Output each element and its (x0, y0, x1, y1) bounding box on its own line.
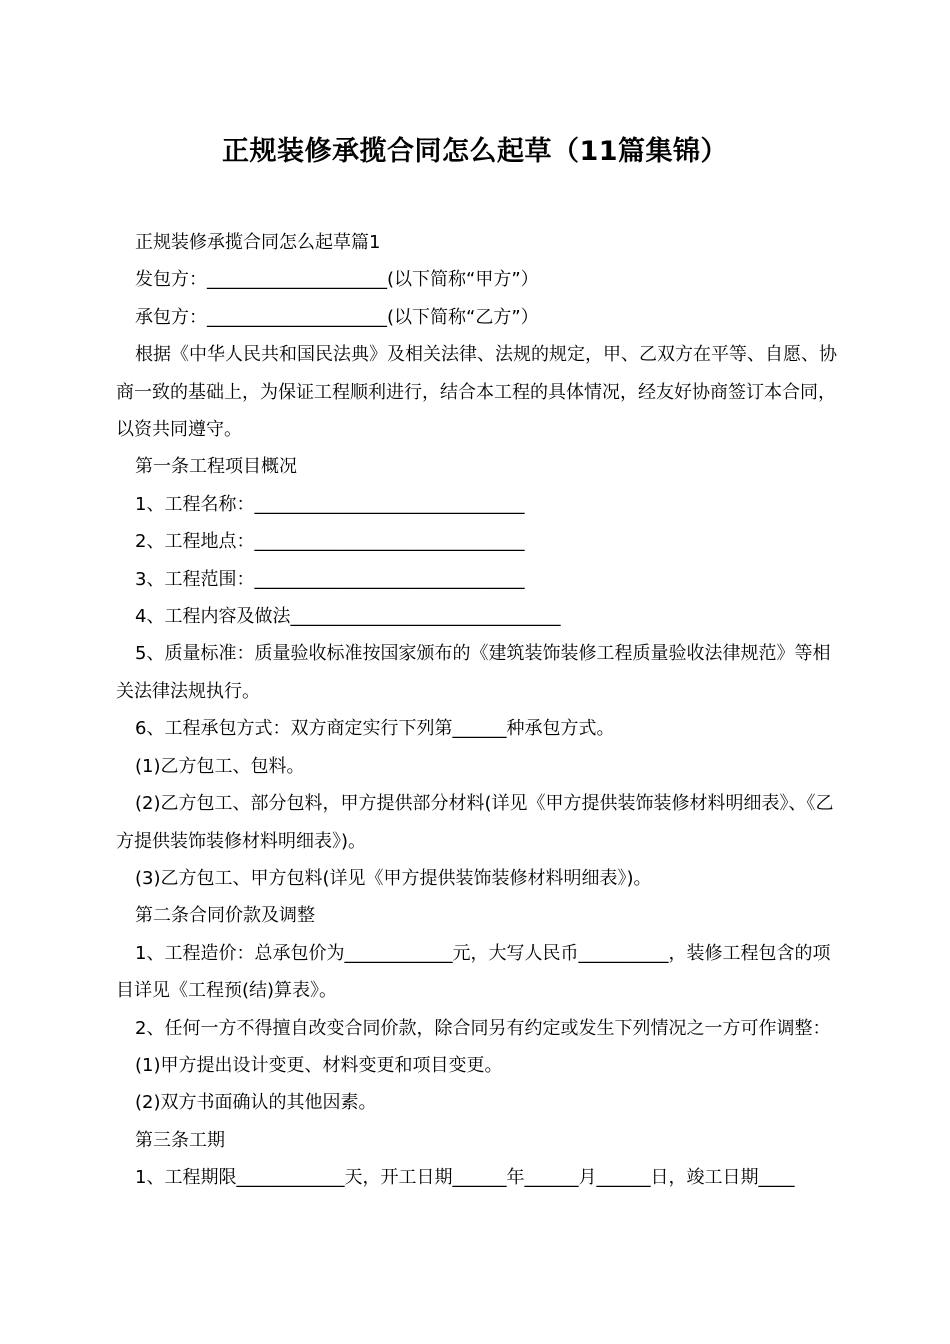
clause-item: 1、工程造价：总承包价为____________元，大写人民币__________，装修工程包含的项目详见《工程预(结)算表》。 (116, 942, 831, 1002)
sub-clause-item: (2)乙方包工、部分包料，甲方提供部分材料(详见《甲方提供装饰装修材料明细表》、《乙方提供装饰装修材料明细表》)。 (116, 793, 834, 852)
section-heading: 正规装修承揽合同怎么起草篇1 (135, 232, 381, 253)
sub-clause-item: (1)乙方包工、包料。 (135, 755, 305, 777)
article-heading: 第一条工程项目概况 (135, 456, 297, 478)
clause-item: 1、工程名称：______________________________ (135, 493, 525, 515)
clause-item: 4、工程内容及做法______________________________ (135, 606, 561, 628)
document-body (116, 224, 838, 1197)
party-b-line: 承包方：____________________(以下简称“乙方”） (135, 306, 539, 328)
clause-item: 6、工程承包方式：双方商定实行下列第______种承包方式。 (135, 718, 615, 740)
article-heading: 第三条工期 (135, 1129, 225, 1151)
sub-clause-item: (3)乙方包工、甲方包料(详见《甲方提供装饰装修材料明细表》)。 (135, 867, 652, 889)
clause-item: 1、工程期限____________天，开工日期______年______月______日，竣工日期____ (135, 1167, 795, 1189)
clause-item: 3、工程范围：______________________________ (135, 568, 525, 590)
party-a-line: 发包方：____________________(以下简称“甲方”） (135, 269, 539, 291)
document-title: 正规装修承揽合同怎么起草（11篇集锦） (221, 136, 729, 167)
article-heading: 第二条合同价款及调整 (135, 905, 315, 927)
clause-item: 2、任何一方不得擅自改变合同价款，除合同另有约定或发生下列情况之一方可作调整： (135, 1017, 831, 1039)
preamble-paragraph: 根据《中华人民共和国民法典》及相关法律、法规的规定，甲、乙双方在平等、自愿、协商一致的基础上，为保证工程顺利进行，结合本工程的具体情况，经友好协商签订本合同，以资共同遵守。 (116, 344, 837, 441)
clause-item: 2、工程地点：______________________________ (135, 531, 525, 553)
sub-clause-item: (2)双方书面确认的其他因素。 (135, 1092, 377, 1114)
sub-clause-item: (1)甲方提出设计变更、材料变更和项目变更。 (135, 1054, 503, 1076)
clause-item: 5、质量标准：质量验收标准按国家颁布的《建筑装饰装修工程质量验收法律规范》等相关法律法规执行。 (116, 643, 831, 702)
